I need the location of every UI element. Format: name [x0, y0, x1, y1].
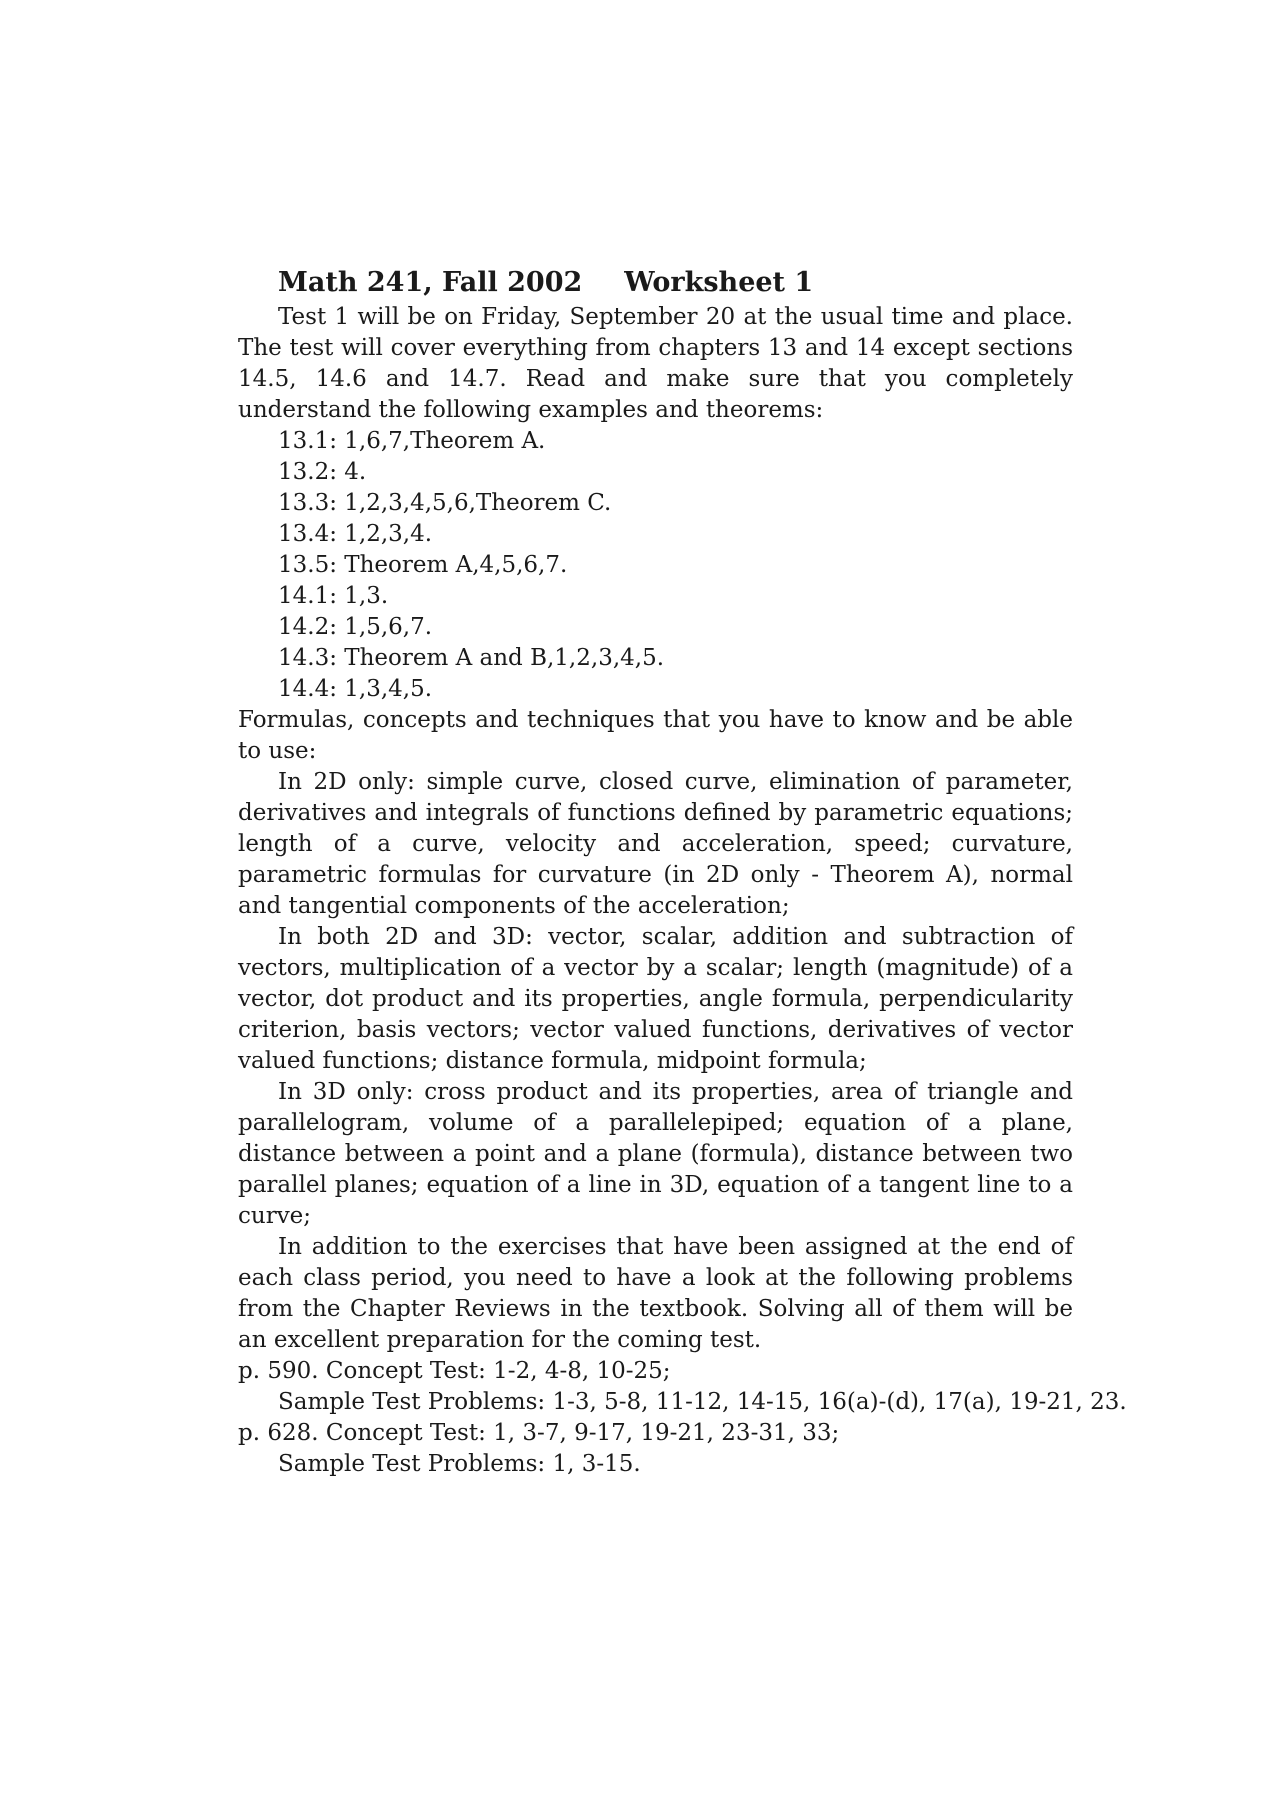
list-item: 14.4: 1,3,4,5. [278, 676, 433, 702]
list-item: 13.3: 1,2,3,4,5,6,Theorem C. [278, 490, 612, 516]
formulas-heading: Formulas, concepts and techniques that you have to know and be able to use: [238, 707, 1073, 764]
topics-both-paragraph: In both 2D and 3D: vector, scalar, addition and subtraction of vectors, multiplication of a vector by a scalar; length (magnitude) of a vector, dot product and its properties, angle formula, perpendicularity criterion, basis vectors; vector valued functions, derivatives of vector valued functions; distance formula, midpoint formula; [238, 924, 1073, 1074]
page-title [278, 266, 1073, 300]
course-title: Math 241, Fall 2002 [278, 267, 583, 298]
sample-problems-line: Sample Test Problems: 1-3, 5-8, 11-12, 14-15, 16(a)-(d), 17(a), 19-21, 23. [278, 1389, 1127, 1415]
worksheet-title: Worksheet 1 [624, 267, 814, 298]
topics-2d-paragraph: In 2D only: simple curve, closed curve, elimination of parameter, derivatives and integrals of functions defined by parametric equations; length of a curve, velocity and acceleration, speed; curvature, parametric formulas for curvature (in 2D only - Theorem A), normal and tangential components of the acceleration; [238, 769, 1073, 919]
intro-paragraph: Test 1 will be on Friday, September 20 at the usual time and place. The test will cover everything from chapters 13 and 14 except sections 14.5, 14.6 and 14.7. Read and make sure that you completely understand the following examples and theorems: [238, 304, 1073, 423]
list-item: 14.3: Theorem A and B,1,2,3,4,5. [278, 645, 665, 671]
worksheet-page [238, 266, 1127, 1480]
review-block-628 [238, 1418, 1073, 1480]
list-item: 14.1: 1,3. [278, 583, 389, 609]
list-item: 13.2: 4. [278, 459, 367, 485]
review-block-590 [238, 1356, 1127, 1418]
examples-list [238, 426, 1073, 705]
topics-3d-paragraph: In 3D only: cross product and its properties, area of triangle and parallelogram, volume of a parallelepiped; equation of a plane, distance between a point and a plane (formula), distance between two parallel planes; equation of a line in 3D, equation of a tangent line to a curve; [238, 1079, 1073, 1229]
list-item: 13.1: 1,6,7,Theorem A. [278, 428, 546, 454]
list-item: 14.2: 1,5,6,7. [278, 614, 433, 640]
concept-test-line: p. 590. Concept Test: 1-2, 4-8, 10-25; [238, 1358, 671, 1384]
list-item: 13.5: Theorem A,4,5,6,7. [278, 552, 568, 578]
concept-test-line: p. 628. Concept Test: 1, 3-7, 9-17, 19-21, 23-31, 33; [238, 1420, 840, 1446]
review-intro-paragraph: In addition to the exercises that have been assigned at the end of each class period, you need to have a look at the following problems from the Chapter Reviews in the textbook. Solving all of them will be an excellent preparation for the coming test. [238, 1234, 1073, 1353]
sample-problems-line: Sample Test Problems: 1, 3-15. [278, 1451, 641, 1477]
list-item: 13.4: 1,2,3,4. [278, 521, 433, 547]
